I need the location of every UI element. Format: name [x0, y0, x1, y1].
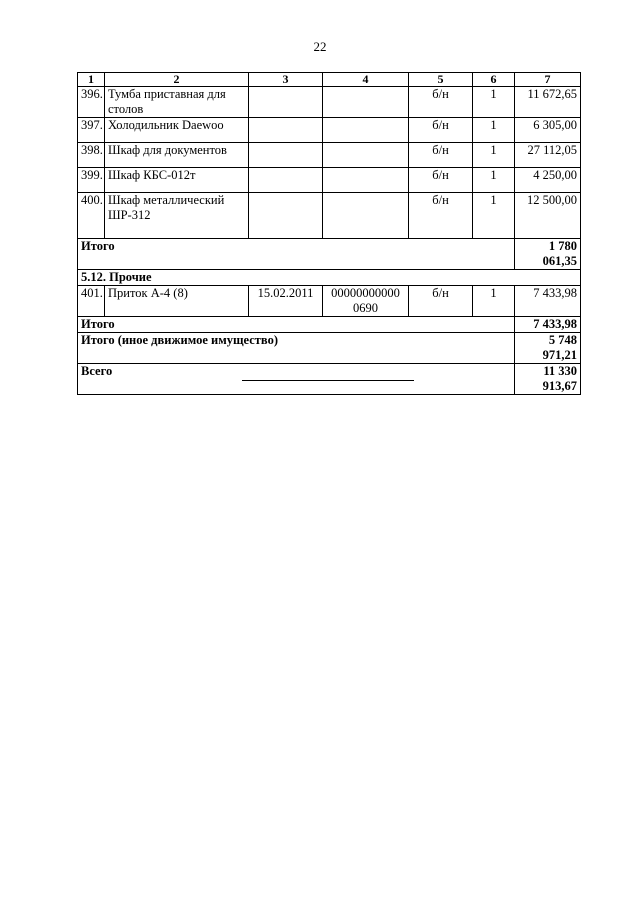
item-date: [249, 193, 323, 239]
item-code: [323, 118, 409, 143]
item-qty: 1: [473, 118, 515, 143]
item-qty: 1: [473, 193, 515, 239]
inventory-table: [77, 72, 581, 395]
table-row: [78, 143, 581, 168]
grand-total-label: Всего: [78, 364, 515, 395]
item-value: 27 112,05: [515, 143, 581, 168]
row-number: 398.: [78, 143, 105, 168]
header-cell: 6: [473, 73, 515, 87]
item-code: [323, 168, 409, 193]
item-name: Шкаф КБС-012т: [105, 168, 249, 193]
item-value: 4 250,00: [515, 168, 581, 193]
item-unit: б/н: [409, 168, 473, 193]
subtotal-row: [78, 239, 581, 270]
total-other-value: 5 748 971,21: [515, 333, 581, 364]
item-value: 11 672,65: [515, 87, 581, 118]
subtotal-value: 1 780 061,35: [515, 239, 581, 270]
item-name: Шкаф для документов: [105, 143, 249, 168]
header-cell: 1: [78, 73, 105, 87]
grand-total-row: [78, 364, 581, 395]
item-unit: б/н: [409, 118, 473, 143]
item-qty: 1: [473, 168, 515, 193]
header-row: [78, 73, 581, 87]
row-number: 401.: [78, 286, 105, 317]
item-code: [323, 87, 409, 118]
header-cell: 2: [105, 73, 249, 87]
item-code: [323, 143, 409, 168]
total-other-row: [78, 333, 581, 364]
footer-rule: [242, 380, 414, 381]
item-unit: б/н: [409, 286, 473, 317]
table-row: [78, 286, 581, 317]
total-other-label: Итого (иное движимое имущество): [78, 333, 515, 364]
item-date: [249, 118, 323, 143]
item-name: Шкаф металлический ШР-312: [105, 193, 249, 239]
item-value: 6 305,00: [515, 118, 581, 143]
item-name: Тумба приставная для столов: [105, 87, 249, 118]
grand-total-value: 11 330 913,67: [515, 364, 581, 395]
subtotal-row: [78, 317, 581, 333]
table-row: [78, 168, 581, 193]
subtotal-label: Итого: [78, 317, 515, 333]
item-qty: 1: [473, 143, 515, 168]
row-number: 397.: [78, 118, 105, 143]
item-value: 12 500,00: [515, 193, 581, 239]
section-header-row: [78, 270, 581, 286]
item-code: 00000000000 0690: [323, 286, 409, 317]
header-cell: 5: [409, 73, 473, 87]
item-date: [249, 168, 323, 193]
item-name: Приток А-4 (8): [105, 286, 249, 317]
item-name: Холодильник Daewoo: [105, 118, 249, 143]
item-date: [249, 143, 323, 168]
header-cell: 4: [323, 73, 409, 87]
row-number: 399.: [78, 168, 105, 193]
row-number: 400.: [78, 193, 105, 239]
item-unit: б/н: [409, 143, 473, 168]
section-title: 5.12. Прочие: [78, 270, 581, 286]
header-cell: 3: [249, 73, 323, 87]
item-code: [323, 193, 409, 239]
subtotal-value: 7 433,98: [515, 317, 581, 333]
table-row: [78, 87, 581, 118]
item-date: [249, 87, 323, 118]
item-qty: 1: [473, 87, 515, 118]
subtotal-label: Итого: [78, 239, 515, 270]
item-qty: 1: [473, 286, 515, 317]
header-cell: 7: [515, 73, 581, 87]
item-unit: б/н: [409, 193, 473, 239]
item-value: 7 433,98: [515, 286, 581, 317]
page-number: 22: [313, 39, 327, 54]
item-unit: б/н: [409, 87, 473, 118]
row-number: 396.: [78, 87, 105, 118]
table-row: [78, 118, 581, 143]
table-row: [78, 193, 581, 239]
item-date: 15.02.2011: [249, 286, 323, 317]
